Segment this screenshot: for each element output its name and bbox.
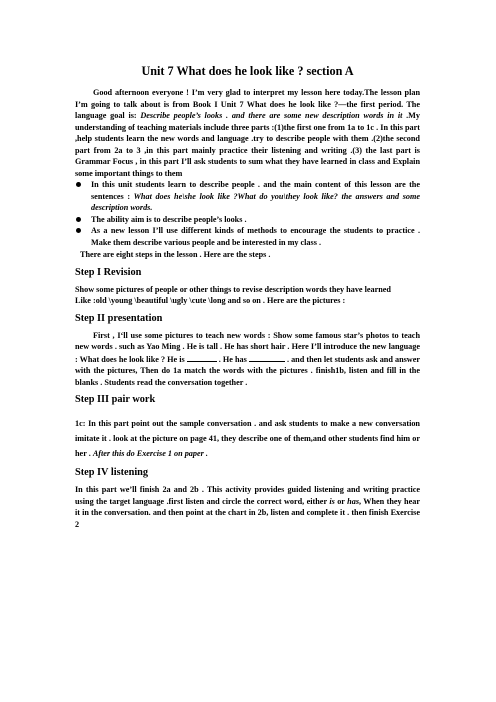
bullet-icon (76, 217, 81, 222)
step2-heading: Step II presentation (75, 312, 163, 324)
steps-intro: There are eight steps in the lesson . Here are the steps . (80, 250, 271, 259)
step3-heading: Step III pair work (75, 394, 156, 405)
bullet-text: In this unit students learn to describe people . and the main content of this lesson are the sentences : (91, 180, 420, 201)
step3-exercise: After this do Exercise 1 on paper . (92, 449, 208, 458)
aims-list (75, 179, 420, 248)
intro-language-goal: Describe people’s looks . and there are some new description words in it (140, 111, 403, 120)
step3-paragraph (75, 416, 420, 461)
fill-blank (249, 353, 285, 362)
bullet-text: As a new lesson I’ll use different kinds of methods to encourage the students to practice . Make them describe various people and be interested in my class . (91, 226, 420, 247)
fill-blank (187, 353, 217, 362)
step4-text-b: , When they hear it in the conversation. and then point at the chart in 2b, listen and complete it . then finish Exercise 2 (75, 496, 420, 529)
word-has: has (347, 496, 360, 506)
intro-text-2: .My understanding of teaching materials include three parts :(1)the first one from 1a to 1c . In this part ,help students learn the new words and language .try to describe people with them .(2)the second part from 2a to 3 ,in this part mainly practice their listening and writing .(3) the last part is Grammar Focus , in this part I’ll ask students to sum what they have learned in class and Explain some important things to them (75, 111, 420, 178)
list-item (75, 225, 420, 248)
step1-paragraph: Show some pictures of people or other things to revise description words they have learned (75, 284, 391, 294)
step2-text-b: . He has (216, 354, 249, 364)
bullet-icon (76, 182, 81, 187)
step1-heading: Step I Revision (75, 266, 142, 278)
step4-paragraph (75, 484, 420, 530)
step2-text-a: First , I‘ll use some pictures to teach new words : Show some famous star’s photos to teach new words . such as Yao Ming . He is tall . He has short hair . Here I’ll introduce the new language : What does he look like ? He is (75, 330, 420, 364)
bullet-italic-text: What does he\she look like ?What do you\they look like? the answers and some description words. (91, 191, 421, 212)
list-item (75, 179, 420, 214)
word-is: is (329, 496, 335, 506)
document-body (75, 64, 420, 530)
bullet-text: The ability aim is to describe people’s looks . (91, 214, 247, 224)
step4-heading: Step IV listening (75, 467, 149, 478)
page-title: Unit 7 What does he look like ? section A (141, 64, 354, 78)
list-item (75, 214, 420, 226)
step1-examples: Like :old \young \beautiful \ugly \cute \long and so on . Here are the pictures : (75, 296, 346, 305)
step2-paragraph (75, 330, 420, 389)
intro-paragraph (75, 87, 420, 179)
step4-text-a: In this part we’ll finish 2a and 2b . This activity provides guided listening and writing practice using the target language .first listen and circle the correct word, either (75, 485, 420, 506)
bullet-icon (76, 228, 81, 233)
step3-text: 1c: In this part point out the sample conversation . and ask students to make a new conversation imitate it . look at the picture on page 41, they describe one of them,and other students find him or her . (75, 419, 420, 458)
step2-text-c: . and then let students ask and answer with the pictures, Then do 1a match the words with the pictures . finish1b, listen and fill in the blanks . Students read the conversation together . (75, 354, 420, 387)
intro-text-1: Good afternoon everyone ! I’m very glad to interpret my lesson here today.The lesson plan I’m going to talk about is from Book I Unit 7 What does he look like ?—the first period. The language goal is: (75, 88, 420, 120)
word-or: or (334, 496, 348, 506)
